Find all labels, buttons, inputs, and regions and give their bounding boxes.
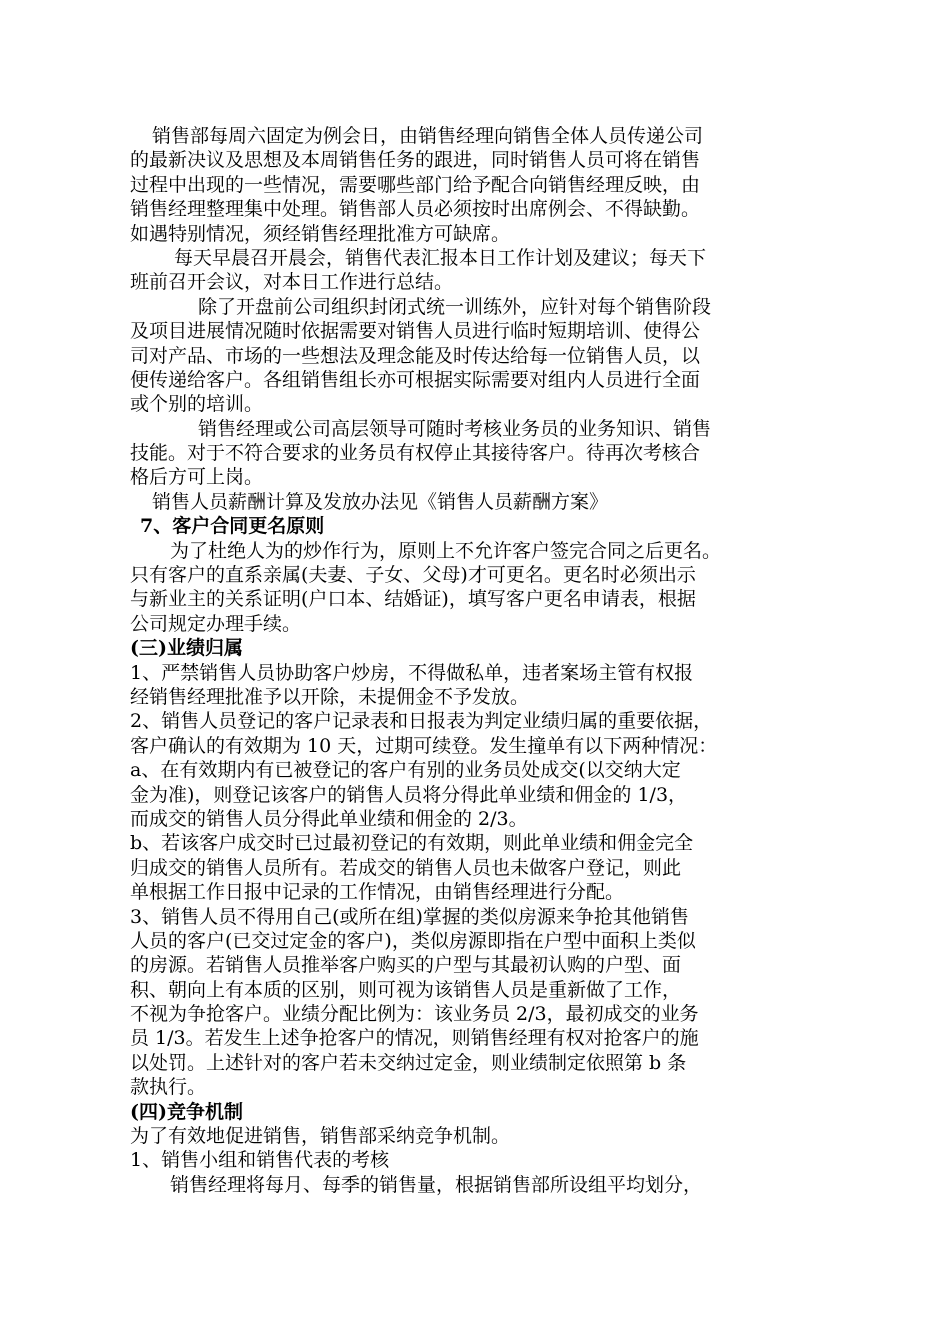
text-line: 便传递给客户。各组销售组长亦可根据实际需要对组内人员进行全面 — [130, 368, 701, 391]
text-line: (四)竞争机制 — [130, 1100, 243, 1123]
contract-rename-paragraph — [130, 539, 820, 637]
text-line: 销售经理或公司高层领导可随时考核业务员的业务知识、销售 — [198, 417, 712, 440]
text-line: 技能。对于不符合要求的业务员有权停止其接待客户。待再次考核合 — [130, 442, 701, 465]
text-line: 3、销售人员不得用自己(或所在组)掌握的类似房源来争抢其他销售 — [130, 905, 689, 928]
competition-heading — [130, 1100, 820, 1124]
text-line: 格后方可上岗。 — [130, 466, 264, 489]
text-line: 班前召开会议，对本日工作进行总结。 — [130, 271, 454, 294]
competition-intro — [130, 1124, 820, 1148]
text-line: 公司规定办理手续。 — [130, 612, 302, 635]
text-line: 1、销售小组和销售代表的考核 — [130, 1149, 390, 1172]
text-line: 单根据工作日报中记录的工作情况，由销售经理进行分配。 — [130, 881, 625, 904]
performance-heading — [130, 636, 820, 660]
text-line: 2、销售人员登记的客户记录表和日报表为判定业绩归属的重要依据， — [130, 710, 713, 733]
text-line: 为了杜绝人为的炒作行为，原则上不允许客户签完合同之后更名。 — [170, 539, 722, 562]
text-line: 7、客户合同更名原则 — [140, 515, 325, 538]
text-line: 司对产品、市场的一些想法及理念能及时传达给每一位销售人员，以 — [130, 344, 701, 367]
text-line: 的最新决议及思想及本周销售任务的跟进，同时销售人员可将在销售 — [130, 149, 701, 172]
text-line: 员 1/3。若发生上述争抢客户的情况，则销售经理有权对抢客户的施 — [130, 1027, 699, 1050]
text-line: 除了开盘前公司组织封闭式统一训练外，应针对每个销售阶段 — [198, 295, 712, 318]
text-line: 与新业主的关系证明(户口本、结婚证)，填写客户更名申请表，根据 — [130, 588, 696, 611]
daily-meeting-paragraph — [130, 246, 820, 295]
text-line: 的房源。若销售人员推举客户购买的户型与其最初认购的户型、面 — [130, 954, 682, 977]
text-line: 金为准)，则登记该客户的销售人员将分得此单业绩和佣金的 1/3， — [130, 783, 688, 806]
performance-item-2 — [130, 709, 820, 904]
text-line: 每天早晨召开晨会，销售代表汇报本日工作计划及建议；每天下 — [174, 246, 707, 269]
text-line: 1、严禁销售人员协助客户炒房，不得做私单，违者案场主管有权报 — [130, 661, 694, 684]
text-line: 不视为争抢客户。业绩分配比例为：该业务员 2/3，最初成交的业务 — [130, 1003, 699, 1026]
text-line: 只有客户的直系亲属(夫妻、子女、父母)才可更名。更名时必须出示 — [130, 564, 696, 587]
text-line: 经销售经理批准予以开除，未提佣金不予发放。 — [130, 685, 530, 708]
text-line: 过程中出现的一些情况，需要哪些部门给予配合向销售经理反映，由 — [130, 173, 701, 196]
text-line: 人员的客户(已交过定金的客户)，类似房源即指在户型中面积上类似 — [130, 929, 696, 952]
text-line: 以处罚。上述针对的客户若未交纳过定金，则业绩制定依照第 b 条 — [130, 1051, 687, 1074]
training-paragraph — [130, 295, 820, 417]
text-line: 积、朝向上有本质的区别，则可视为该销售人员是重新做了工作， — [130, 978, 682, 1001]
performance-item-3 — [130, 905, 820, 1100]
competition-item-1 — [130, 1148, 820, 1172]
text-line: (三)业绩归属 — [130, 637, 243, 660]
text-line: 销售部每周六固定为例会日，由销售经理向销售全体人员传递公司 — [152, 125, 704, 147]
performance-item-1 — [130, 661, 820, 710]
text-line: b、若该客户成交时已过最初登记的有效期，则此单业绩和佣金完全 — [130, 832, 694, 855]
salary-paragraph — [130, 490, 820, 514]
contract-rename-heading — [130, 514, 820, 538]
assessment-paragraph — [130, 417, 820, 490]
text-line: 归成交的销售人员所有。若成交的销售人员也未做客户登记，则此 — [130, 856, 682, 879]
text-line: 客户确认的有效期为 10 天，过期可续登。发生撞单有以下两种情况： — [130, 734, 718, 757]
text-line: 销售经理整理集中处理。销售部人员必须按时出席例会、不得缺勤。 — [130, 198, 701, 221]
text-line: 为了有效地促进销售，销售部采纳竞争机制。 — [130, 1125, 511, 1148]
document-page — [130, 124, 820, 1197]
text-line: 销售经理将每月、每季的销售量，根据销售部所设组平均划分， — [170, 1173, 703, 1196]
competition-item-1-body — [130, 1173, 820, 1197]
text-line: 或个别的培训。 — [130, 393, 264, 416]
text-line: 如遇特别情况，须经销售经理批准方可缺席。 — [130, 222, 511, 245]
text-line: 及项目进展情况随时依据需要对销售人员进行临时短期培训、使得公 — [130, 320, 701, 343]
text-line: 而成交的销售人员分得此单业绩和佣金的 2/3。 — [130, 807, 528, 830]
weekly-meeting-paragraph — [130, 124, 820, 246]
text-line: a、在有效期内有已被登记的客户有别的业务员处成交(以交纳大定 — [130, 759, 681, 782]
text-line: 销售人员薪酬计算及发放办法见《销售人员薪酬方案》 — [152, 490, 609, 513]
text-line: 款执行。 — [130, 1076, 207, 1099]
